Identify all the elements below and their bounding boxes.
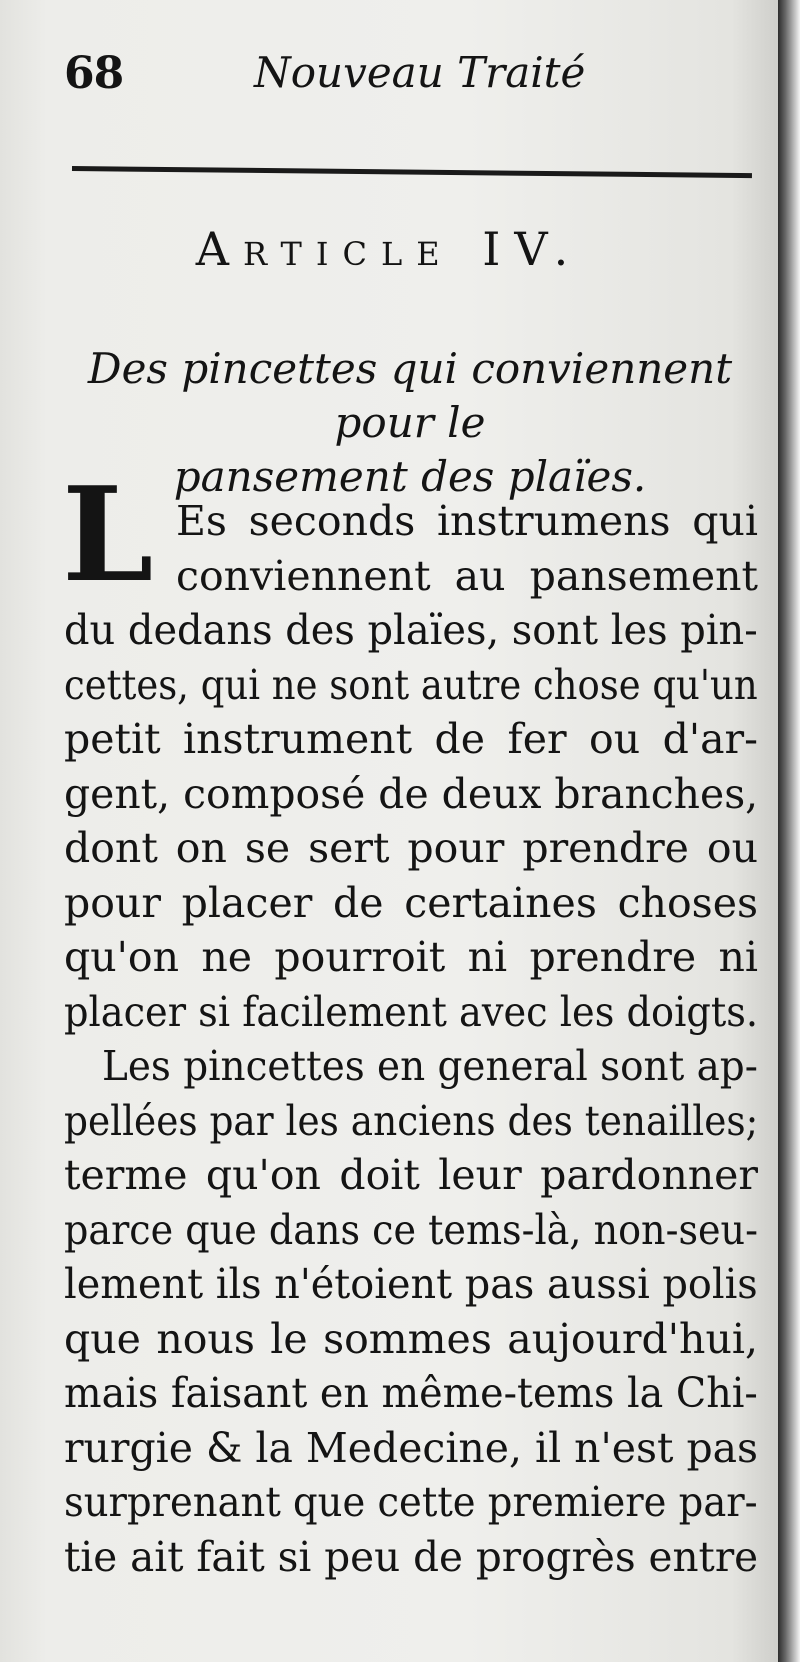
page-header [64, 40, 744, 110]
body-line: du dedans des plaïes, sont les pin- [64, 606, 758, 654]
body-line: lement ils n'étoient pas aussi polis [64, 1260, 758, 1308]
page-number: 68 [64, 48, 124, 99]
body-line: terme qu'on doit leur pardonner [64, 1151, 758, 1199]
body-line: Les pincettes en general sont ap- [102, 1042, 758, 1090]
article-subtitle [60, 342, 760, 504]
article-heading: Article IV. [195, 222, 583, 276]
body-line: parce que dans ce tems-là, non-seu- [64, 1205, 758, 1254]
drop-cap: L [62, 458, 154, 611]
book-gutter [778, 0, 800, 1662]
body-text [64, 494, 758, 1584]
body-line: pour placer de certaines choses [64, 878, 758, 927]
body-line: petit instrument de fer ou d'ar- [64, 715, 758, 763]
body-line: que nous le sommes aujourd'hui, [64, 1314, 758, 1363]
body-line: Es seconds instrumens qui [176, 497, 758, 545]
body-line: cettes, qui ne sont autre chose qu'un [64, 660, 758, 709]
body-line: tie ait fait si peu de progrès entre [64, 1532, 759, 1581]
subtitle-line-1: Des pincettes qui conviennent pour le [87, 344, 733, 447]
body-line: qu'on ne pourroit ni prendre ni [64, 933, 758, 981]
body-line: gent, composé de deux branches, [64, 769, 759, 818]
body-line: placer si facilement avec les doigts. [64, 987, 759, 1036]
body-line: conviennent au pansement [176, 551, 758, 600]
body-line: rurgie & la Medecine, il n'est pas [64, 1423, 759, 1472]
running-title: Nouveau Traité [254, 48, 586, 97]
body-line: surprenant que cette premiere par- [64, 1478, 758, 1526]
body-line: mais faisant en même-tems la Chi- [64, 1369, 758, 1417]
body-line: pellées par les anciens des tenailles; [64, 1096, 759, 1145]
header-rule [72, 166, 752, 178]
body-line: dont on se sert pour prendre ou [64, 824, 758, 872]
subtitle-line-2: pansement des plaïes. [173, 452, 647, 501]
